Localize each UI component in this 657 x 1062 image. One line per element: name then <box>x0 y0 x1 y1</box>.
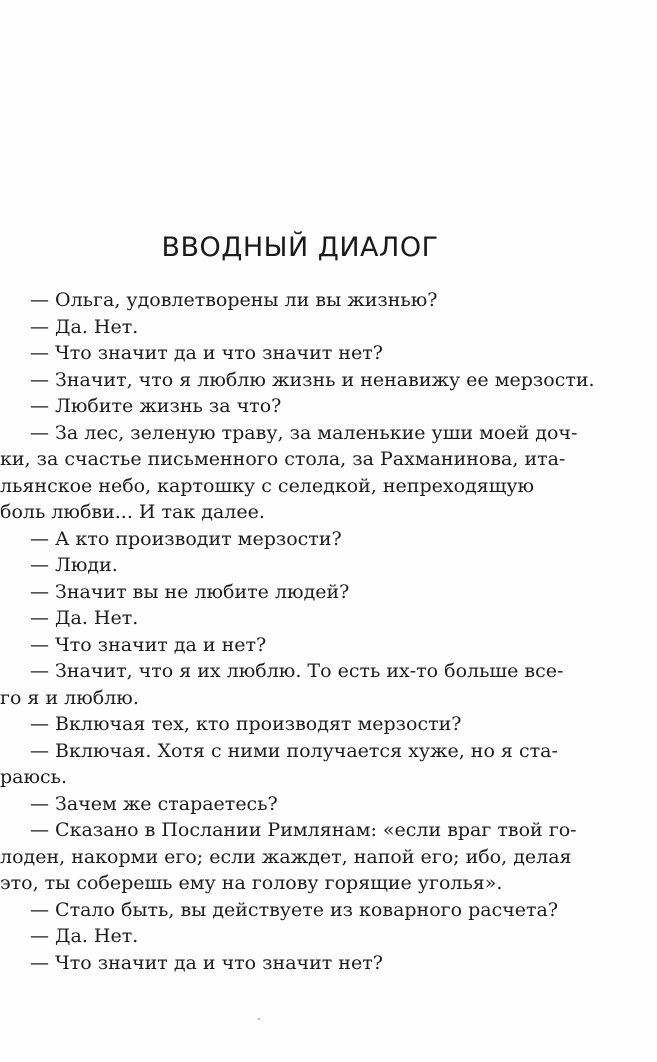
text-line: — Что значит да и что значит нет? <box>30 951 383 974</box>
text-line: го я и люблю. <box>0 686 139 709</box>
text-line: — Зачем же стараетесь? <box>30 792 278 815</box>
dialogue-text <box>0 287 600 976</box>
text-line: — Что значит да и нет? <box>30 633 267 656</box>
text-line: — Значит, что я люблю жизнь и ненавижу ее мерзости. <box>30 368 595 391</box>
text-line: раюсь. <box>0 766 68 788</box>
text-line: — Включая. Хотя с ними получается хуже, но я ста- <box>30 739 558 762</box>
text-line: лоден, накорми его; если жаждет, напой его; ибо, делая <box>0 845 572 868</box>
text-line: — А кто производит мерзости? <box>30 527 342 550</box>
text-line: — Любите жизнь за что? <box>30 395 282 417</box>
scan-speck <box>258 1018 260 1020</box>
text-line: — Да. Нет. <box>30 315 139 338</box>
text-line: — Стало быть, вы действуете из коварного расчета? <box>30 898 559 921</box>
text-line: — Сказано в Послании Римлянам: «если враг твой го- <box>30 819 577 841</box>
text-line: это, ты соберешь ему на голову горящие уголья». <box>0 872 503 894</box>
text-line: — Да. Нет. <box>30 607 139 629</box>
text-line: — Люди. <box>30 554 118 576</box>
text-line: — Да. Нет. <box>30 925 139 947</box>
text-line: — Что значит да и что значит нет? <box>30 342 383 364</box>
text-line: боль любви... И так далее. <box>0 501 265 523</box>
text-line: ки, за счастье письменного стола, за Рахманинова, ита- <box>0 448 566 470</box>
text-line: — Значит вы не любите людей? <box>30 580 350 603</box>
text-line: — Ольга, удовлетворены ли вы жизнью? <box>30 289 438 311</box>
text-line: — Включая тех, кто производят мерзости? <box>30 713 462 735</box>
text-line: льянское небо, картошку с селедкой, непреходящую <box>0 474 535 497</box>
text-line: — За лес, зеленую траву, за маленькие уши моей доч- <box>30 421 578 444</box>
text-line: — Значит, что я их люблю. То есть их-то больше все- <box>30 660 564 682</box>
chapter-title: ВВОДНЫЙ ДИАЛОГ <box>161 232 439 263</box>
